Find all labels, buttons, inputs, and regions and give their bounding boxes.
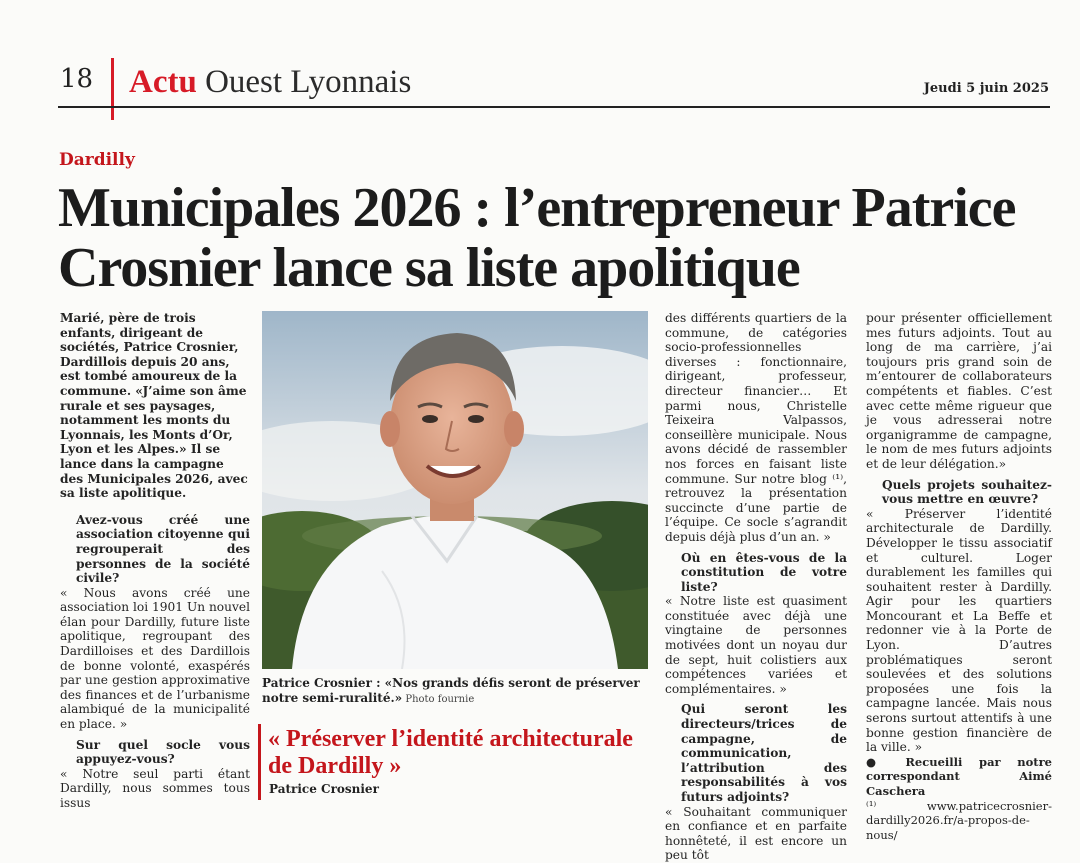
interview-answer: « Notre seul parti étant Dardilly, nous sommes tous issus (60, 766, 250, 810)
footnote-link[interactable]: ⁽¹⁾ www.patricecrosnier-dardilly2026.fr/a-propos-de-nous/ (866, 798, 1052, 842)
pullquote-bar (258, 724, 261, 800)
author-signature: ● Recueilli par notre correspondant Aimé Caschera (866, 754, 1052, 798)
interview-answer: des différents quartiers de la commune, de catégories socio-professionnelles diverses : fonctionnaire, dirigeant, professeur, directeur financier… Et parmi nous, Christelle Teixeira Valpassos, conseillère municipale. Nous avons décidé de rassembler nos forces en faisant liste commune. Sur notre blog ⁽¹⁾, retrouvez la présentation succincte d’une partie de l’équipe. Ce socle s’agrandit depuis déjà plus d’un an. » (665, 311, 847, 544)
interview-question: Sur quel socle vous appuyez-vous? (76, 737, 250, 767)
pullquote-author: Patrice Crosnier (269, 782, 379, 796)
interview-answer: « Préserver l’identité architecturale de Dardilly. Développer le tissu associatif et culturel. Loger durablement les familles qui souhaitent rester à Dardilly. Agir pour les quartiers Moncourant et La Beffe et redonner vie à la Porte de Lyon. D’autres problématiques seront soulevées et des solutions proposées une fois la campagne lancée. Mais nous serons surtout attentifs à une bonne gestion financière de la ville. » (866, 506, 1052, 755)
portrait-illustration (262, 311, 648, 669)
portrait-photo (262, 311, 648, 669)
section-name: Actu (129, 64, 197, 100)
subsection-name: Ouest Lyonnais (205, 64, 412, 100)
interview-answer: pour présenter officiellement mes futurs adjoints. Tout au long de ma carrière, j’ai toujours pris grand soin de m’entourer de collaborateurs compétents et fiables. C’est avec cette même rigueur que je vous adresserai notre organigramme de campagne, le nom de mes futurs adjoints et de leur délégation.» (866, 311, 1052, 471)
pullquote-text: « Préserver l’identité architecturale de Dardilly » (268, 726, 633, 779)
interview-question: Quels projets souhaitez-vous mettre en œuvre? (882, 477, 1052, 507)
interview-answer: « Souhaitant communiquer en confiance et en parfaite honnêteté, il est encore un peu tôt (665, 804, 847, 863)
photo-credit: Photo fournie (402, 694, 475, 705)
masthead-divider (111, 58, 114, 120)
interview-question: Avez-vous créé une association citoyenne qui regrouperait des personnes de la société civile? (76, 512, 250, 586)
interview-answer: « Nous avons créé une association loi 1901 Un nouvel élan pour Dardilly, future liste apolitique, regroupant des Dardilloises et des Dardillois de bonne volonté, exaspérés par une gestion approximative des finances et de l’urbanisme alambiqué de la municipalité en place. » (60, 585, 250, 732)
article-column-4 (866, 311, 1052, 842)
page-number: 18 (60, 64, 94, 94)
article-kicker: Dardilly (59, 150, 135, 170)
section-rubric (129, 64, 411, 100)
header-rule (58, 106, 1050, 108)
caption-name: Patrice Crosnier : (262, 676, 381, 690)
photo-caption (262, 676, 652, 707)
issue-date: Jeudi 5 juin 2025 (923, 81, 1049, 96)
article-column-1 (60, 311, 250, 811)
interview-question: Où en êtes-vous de la constitution de votre liste? (681, 550, 847, 594)
interview-question: Qui seront les directeurs/trices de campagne, de communication, l’attribution des responsabilités à vos futurs adjoints? (681, 702, 847, 804)
interview-answer: « Notre liste est quasiment constituée avec déjà une vingtaine de personnes motivées dont un noyau dur de sept, huit colistiers aux compétences variées et complémentaires. » (665, 594, 847, 696)
caption-quote: «Nos grands défis seront de préserver notre semi-ruralité.» (262, 676, 640, 705)
article-column-3 (665, 311, 847, 863)
article-title: Municipales 2026 : l’entrepreneur Patrice Crosnier lance sa liste apolitique (58, 177, 1016, 299)
article-lead: Marié, père de trois enfants, dirigeant de sociétés, Patrice Crosnier, Dardillois depuis 20 ans, est tombé amoureux de la commune. «J’aime son âme rurale et ses paysages, notamment les monts du Lyonnais, les Monts d’Or, Lyon et les Alpes.» Il se lance dans la campagne des Municipales 2026, avec sa liste apolitique. (60, 311, 248, 501)
